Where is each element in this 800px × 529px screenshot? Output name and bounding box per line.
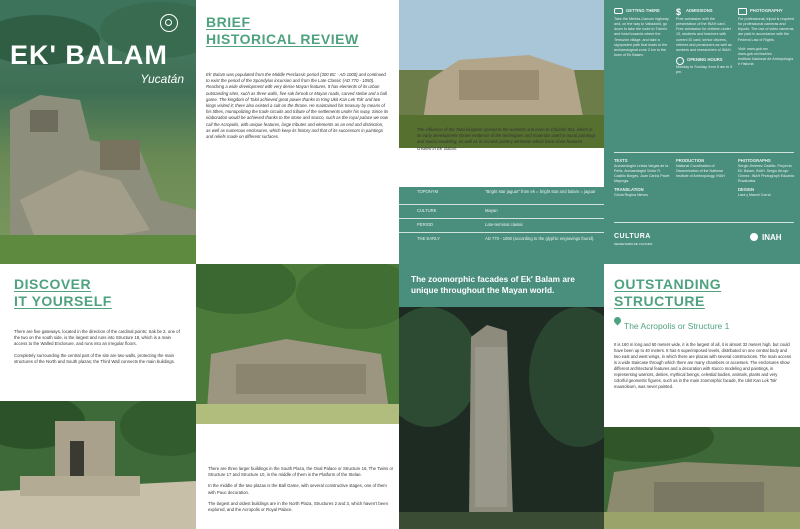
facade-quote: The zoomorphic facades of Ek' Balam are unique throughout the Mayan world.	[411, 274, 575, 295]
gateway-photo	[0, 401, 196, 529]
south-plaza-photo	[196, 264, 399, 424]
discover-heading-2: IT YOURSELF	[14, 293, 112, 309]
brief-heading-2: HISTORICAL REVIEW	[206, 31, 359, 47]
info-text: Take the Mérida-Cancún highway and, on the way to Valladolid, go down to take the route to Tizimín and head towards where the Temozón village, and take a signposted path that leads to the archaeological zone 2 km to the town of Ek Balam.	[614, 16, 669, 58]
brief-heading-1: BRIEF	[206, 14, 251, 30]
fact-label: PERIOD	[417, 222, 434, 227]
fact-value: Mayan	[485, 208, 498, 213]
brief-paragraph: Ek' Balam was populated from the Middle Preclassic period (300 BC - AD 1000) and continued to exist the period of the Spondylus incursion and from the Late Classic (AD 770 - 1050). Reaching a wide development with very dense Mayan features. It has elements of its urban outstanding sites, such as three walls, five sak be'oob or Mayan roads, carved stelae and a ball game. The kingdom of Talol achieved great power thanks to King Ukit Kan Lek Tok' and two kings visited it; there also existed a cult on the throne. He maintained his treasury by means of his tithes, monopolizing the trade circuits and tribute of the settlements under his sway. Since its elaboration would be achieved thanks to the stone and stucco, such as the royal palace we now call the Acropolis, with unique features, large tributes and elements as an end and distinction, as well as numerous enclosures, which keep its history and that of its successors in paintings and reliefs made on different surfaces.	[206, 72, 389, 140]
location-pin-icon	[613, 316, 623, 326]
fact-label: THE EARLY	[417, 236, 440, 241]
stela-panel	[399, 264, 604, 529]
info-col-getting-there	[614, 8, 670, 58]
credit-title: TEXTS	[614, 158, 628, 163]
info-panel	[604, 0, 800, 264]
fact-row	[399, 219, 604, 233]
info-title: GETTING THERE	[626, 8, 660, 13]
info-col-admissions	[676, 8, 734, 75]
credit-text: Lara y Marcel Corral	[738, 192, 771, 197]
clock-icon	[676, 57, 684, 65]
cover-panel	[0, 0, 196, 264]
cultura-logo: CULTURA	[614, 233, 651, 240]
south-p1: There are three larger buildings in the South Plaza, the Oval Palace or Structure 16, The Twins or Structure 17 and Structure 10, in the middle of them is the Platform of the Stelae.	[208, 466, 394, 478]
cover-title: EK' BALAM	[10, 40, 168, 70]
dollar-icon: $	[676, 7, 682, 17]
info-link[interactable]: Instituto Nacional de Antropología e Historia	[738, 57, 794, 67]
talol-panel	[399, 0, 604, 264]
discover-p1: There are five gateways, located in the direction of the cardinal points; Sak be 2, one of the two on the south side, is the largest and runs into Structure 18, which is a main access to the Walled Enclosure, and runs into an irregular floors.	[14, 329, 180, 347]
cultura-sub: SECRETARÍA DE CULTURA	[614, 242, 653, 246]
outstanding-heading-1: OUTSTANDING	[614, 276, 722, 292]
credit-title: PRODUCTION	[676, 158, 705, 163]
fact-value: "Bright star jaguar" from ek = bright star and balam = jaguar	[485, 189, 596, 194]
stela-photo	[399, 307, 604, 529]
outstanding-heading-2: STRUCTURE	[614, 293, 705, 309]
south-p2: In the middle of the two plazas is the Ball Game, with several constructive stages, one of them with Puuc decoration.	[208, 483, 387, 495]
info-text: Free admission with the presentation of the INAH card. Free admission for children under 13, students and teachers with current ID card, senior citizens, retirees and pensioners as well as workers and researchers of INAH.	[676, 16, 732, 53]
credit-title: TRANSLATION	[614, 186, 644, 192]
camera-icon	[738, 8, 747, 15]
info-link[interactable]: www.gob.mx/inah/es	[738, 52, 772, 57]
inah-logo	[750, 233, 758, 241]
info-text: For professional, tripod is required for professional cameras and tripods. The use of video cameras are paid in accordance with the Federal Law of Rights.	[738, 16, 794, 42]
fact-label: TOPONYM	[417, 189, 439, 194]
fact-value: Late-terminal classic	[485, 222, 524, 227]
info-col-photography	[738, 8, 796, 68]
cover-subtitle: Yucatán	[140, 72, 184, 86]
fact-row	[399, 187, 604, 205]
fact-value: AD 770 - 1050 (according to the glyphic engravings found).	[485, 236, 595, 241]
credit-title: DESIGN	[738, 186, 755, 192]
facts-table	[399, 187, 604, 264]
inah-text: INAH	[762, 233, 782, 242]
talol-ruins-photo	[399, 0, 604, 148]
credit-title: PHOTOGRAPHS	[738, 158, 771, 163]
south-panel	[196, 264, 399, 529]
credit-text: Gloria Regina Nieves	[614, 192, 648, 197]
fact-row	[399, 205, 604, 219]
info-extra: Visit: www.gob.mx	[738, 46, 768, 51]
south-p3: The largest and oldest buildings are in the North Plaza, Structures 2 and 3, which haven't been explored, and the Acropolis or Royal Palace.	[208, 500, 388, 513]
acropolis-photo	[604, 427, 800, 529]
hours-title: OPENING HOURS	[687, 57, 723, 63]
fact-row	[399, 233, 604, 253]
footer-logos	[614, 222, 794, 252]
info-title: PHOTOGRAPHY	[750, 8, 783, 13]
flower-emblem-icon	[160, 14, 178, 32]
credit-text: Archaeologist Leticia Vargas de la Peña. Archaeologist Víctor R. Castillo Borges. Juan Carlos Pavel Mayorga.	[614, 163, 670, 183]
credit-text: National Coordination of Dissemination of the National Institute of Anthropology, INAH	[676, 163, 725, 178]
credit-text: Sergio Jiménez Castillo. Proyecto Ek' Balam, INAH. Sergio Arroyo Gómez. INAH Photograph Eduardo Ruvalcaba.	[738, 163, 795, 183]
hours-text: Monday to Sunday, from 8 am to 5 pm.	[676, 65, 733, 75]
discover-heading-1: DISCOVER	[14, 276, 92, 292]
info-title: ADMISSIONS	[686, 8, 713, 13]
brief-panel	[196, 0, 399, 264]
fact-label: CULTURE	[417, 208, 437, 213]
outstanding-text: It is 160 m long and 60 meters wide, it is the largest of all, it is almost 32 meters high, but could have been up to 40 meters. It has 6 superimposed levels, distributed on one central body and two east and west wings, in which there are plazas with several constructions. The main access is a wide staircase through which there are many chambers or accesses. The enclosures show different architectural features and a decoration with stucco modeling and paintings, in representing warriors, deities, mythical beings, celestial bodies, animals, plants and very colorful geometric figures, such as in the main zoomorphic facade, the Ukit Kan Lek Tok' mausoleum, was never painted.	[614, 342, 792, 389]
discover-p2: Completely surrounding the central part of the site are two walls, protecting the main structures of the North and South plazas; the Third Wall connects the main buildings.	[14, 352, 175, 364]
car-icon	[614, 8, 623, 14]
credits	[614, 152, 794, 214]
outstanding-subtitle: The Acropolis or Structure 1	[624, 321, 730, 331]
talol-text: The influence of the Talol kingdom spread to the outskirts and even to Chichén Itzá, which in its early development shows evidence of the techniques and materials used in mural paintings and stucco modeling, as well as in ceramic pottery elements which have close features created in Ek' Balam.	[417, 127, 596, 151]
south-text	[208, 466, 394, 513]
